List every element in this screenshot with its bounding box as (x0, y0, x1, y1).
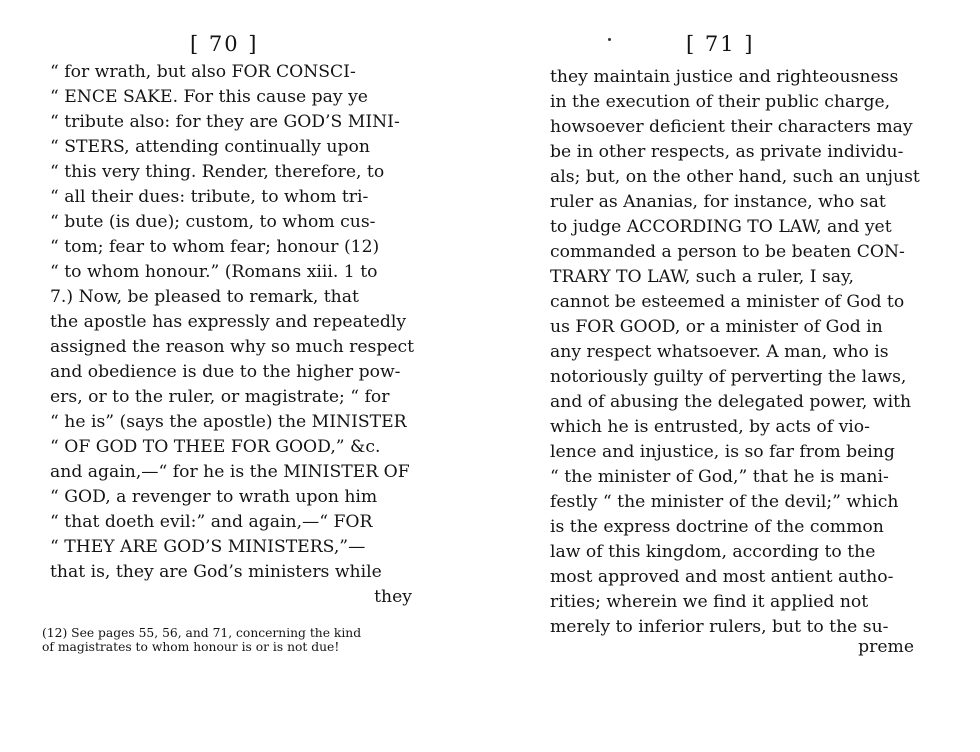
text-line: “ tom; fear to whom fear; honour (12) (50, 237, 380, 257)
right-page (490, 0, 980, 752)
text-line: merely to inferior rulers, but to the su- (550, 617, 889, 637)
text-line: lence and injustice, is so far from being (550, 442, 895, 462)
text-line: commanded a person to be beaten CON- (550, 242, 905, 262)
text-line: and again,—“ for he is the MINISTER OF (50, 462, 410, 482)
footnote-line: of magistrates to whom honour is or is not due! (42, 640, 340, 654)
text-line: to judge ACCORDING TO LAW, and yet (550, 217, 892, 237)
text-line: notoriously guilty of perverting the laws, (550, 367, 907, 387)
footnote-line: (12) See pages 55, 56, and 71, concerning the kind (42, 626, 362, 640)
text-line: “ bute (is due); custom, to whom cus- (50, 212, 376, 232)
text-line: howsoever deficient their characters may (550, 117, 913, 137)
text-line: als; but, on the other hand, such an unjust (550, 167, 920, 187)
text-line: law of this kingdom, according to the (550, 542, 876, 562)
text-line: “ STERS, attending continually upon (50, 137, 370, 157)
text-line: 7.) Now, be pleased to remark, that (50, 287, 359, 307)
text-line: “ for wrath, but also FOR CONSCI- (50, 62, 356, 82)
text-line: “ OF GOD TO THEE FOR GOOD,” &c. (50, 437, 381, 457)
text-line: ruler as Ananias, for instance, who sat (550, 192, 886, 212)
text-line: “ to whom honour.” (Romans xiii. 1 to (50, 262, 378, 282)
left-page (0, 0, 470, 752)
text-line: “ tribute also: for they are GOD’S MINI- (50, 112, 400, 132)
text-line: rities; wherein we find it applied not (550, 592, 869, 612)
text-line: “ THEY ARE GOD’S MINISTERS,”— (50, 537, 366, 557)
text-line: they maintain justice and righteousness (550, 67, 899, 87)
text-line: and of abusing the delegated power, with (550, 392, 912, 412)
text-line: the apostle has expressly and repeatedly (50, 312, 407, 332)
text-line: “ ENCE SAKE. For this cause pay ye (50, 87, 368, 107)
text-line: festly “ the minister of the devil;” which (550, 492, 899, 512)
text-line: assigned the reason why so much respect (50, 337, 415, 357)
page-number-70: [ 70 ] (190, 32, 259, 56)
catchword: they (374, 587, 412, 607)
text-line: which he is entrusted, by acts of vio- (550, 417, 870, 437)
text-line: “ he is” (says the apostle) the MINISTER (50, 412, 407, 432)
text-line: most approved and most antient autho- (550, 567, 894, 587)
text-line: “ all their dues: tribute, to whom tri- (50, 187, 369, 207)
text-line: and obedience is due to the higher pow- (50, 362, 401, 382)
text-line: “ that doeth evil:” and again,—“ FOR (50, 512, 373, 532)
text-line: “ this very thing. Render, therefore, to (50, 162, 385, 182)
text-line: that is, they are God’s ministers while (50, 562, 382, 582)
text-line: is the express doctrine of the common (550, 517, 884, 537)
catchword: preme (858, 637, 914, 657)
text-line: cannot be esteemed a minister of God to (550, 292, 905, 312)
text-line: TRARY TO LAW, such a ruler, I say, (550, 267, 854, 287)
text-line: in the execution of their public charge, (550, 92, 891, 112)
text-line: “ GOD, a revenger to wrath upon him (50, 487, 378, 507)
text-line: “ the minister of God,” that he is mani- (550, 467, 889, 487)
text-line: any respect whatsoever. A man, who is (550, 342, 889, 362)
text-line: us FOR GOOD, or a minister of God in (550, 317, 883, 337)
text-line: be in other respects, as private individu- (550, 142, 904, 162)
page-number-71: [ 71 ] (686, 32, 755, 56)
text-line: ers, or to the ruler, or magistrate; “ for (50, 387, 390, 407)
